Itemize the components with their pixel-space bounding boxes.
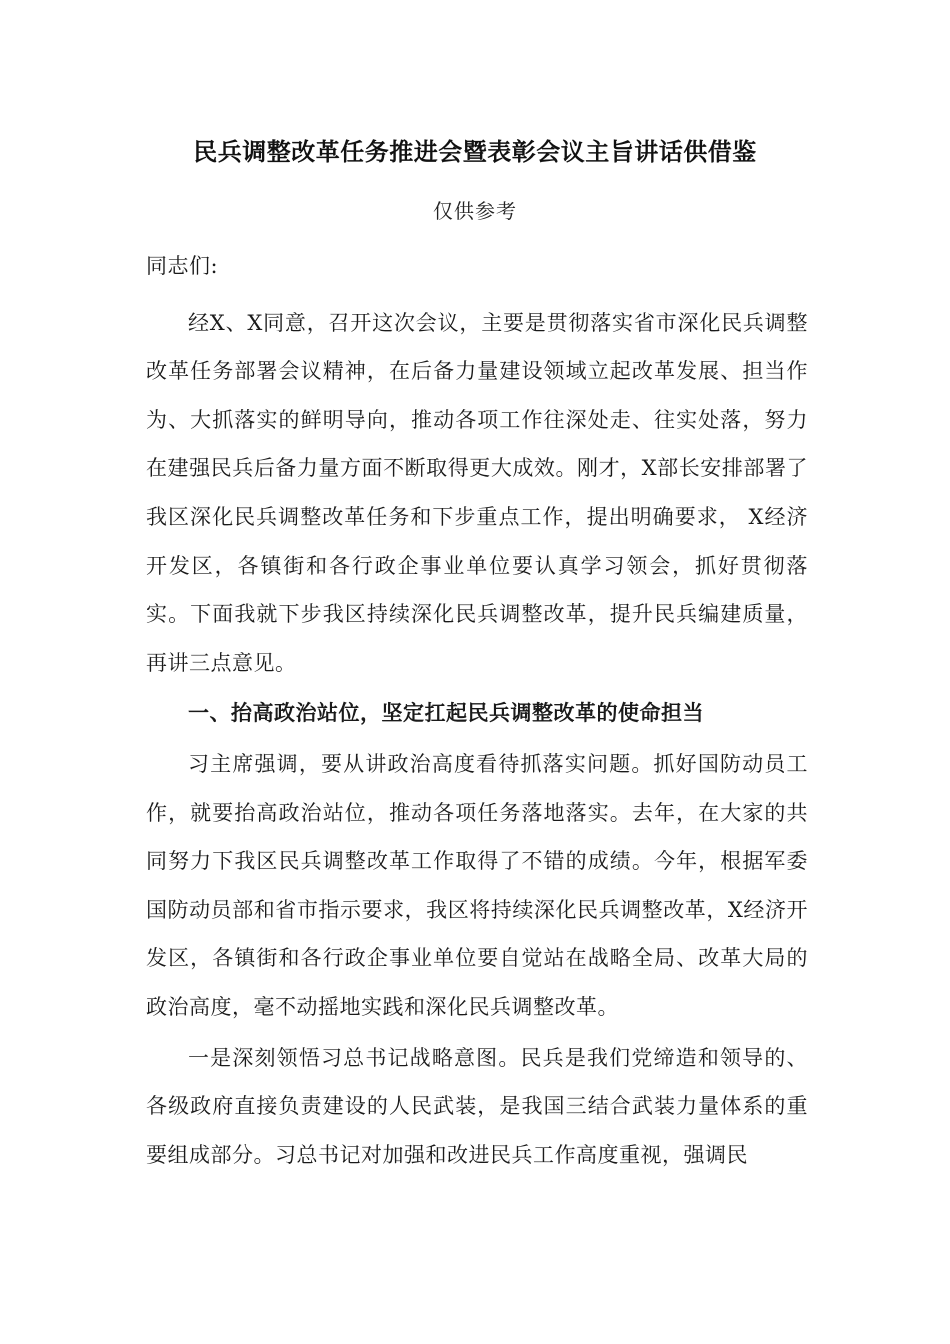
paragraph-point-1: 一是深刻领悟习总书记战略意图。民兵是我们党缔造和领导的、各级政府直接负责建设的人民武装，是我国三结合武装力量体系的重要组成部分。习总书记对加强和改进民兵工作高度重视，强调民 (146, 1045, 808, 1167)
document-title: 民兵调整改革任务推进会暨表彰会议主旨讲话供借鉴 (193, 137, 757, 166)
section-heading-1: 一、抬高政治站位，坚定扛起民兵调整改革的使命担当 (188, 700, 704, 726)
document-body (146, 242, 808, 1179)
paragraph-section-1: 习主席强调，要从讲政治高度看待抓落实问题。抓好国防动员工作，就要抬高政治站位，推动各项任务落地落实。去年，在大家的共同努力下我区民兵调整改革工作取得了不错的成绩。今年，根据军委国防动员部和省市指示要求，我区将持续深化民兵调整改革，X经济开发区，各镇街和各行政企事业单位要自觉站在战略全局、改革大局的政治高度，毫不动摇地实践和深化民兵调整改革。 (146, 751, 808, 1019)
document-subtitle: 仅供参考 (433, 199, 517, 223)
paragraph-intro: 经X、X同意，召开这次会议，主要是贯彻落实省市深化民兵调整改革任务部署会议精神，在后备力量建设领域立起改革发展、担当作为、大抓落实的鲜明导向，推动各项工作往深处走、往实处落，努力在建强民兵后备力量方面不断取得更大成效。刚才，X部长安排部署了我区深化民兵调整改革任务和下步重点工作，提出明确要求， X经济开发区，各镇街和各行政企事业单位要认真学习领会，抓好贯彻落实。下面我就下步我区持续深化民兵调整改革，提升民兵编建质量，再讲三点意见。 (146, 310, 808, 675)
salutation: 同志们: (146, 254, 219, 278)
